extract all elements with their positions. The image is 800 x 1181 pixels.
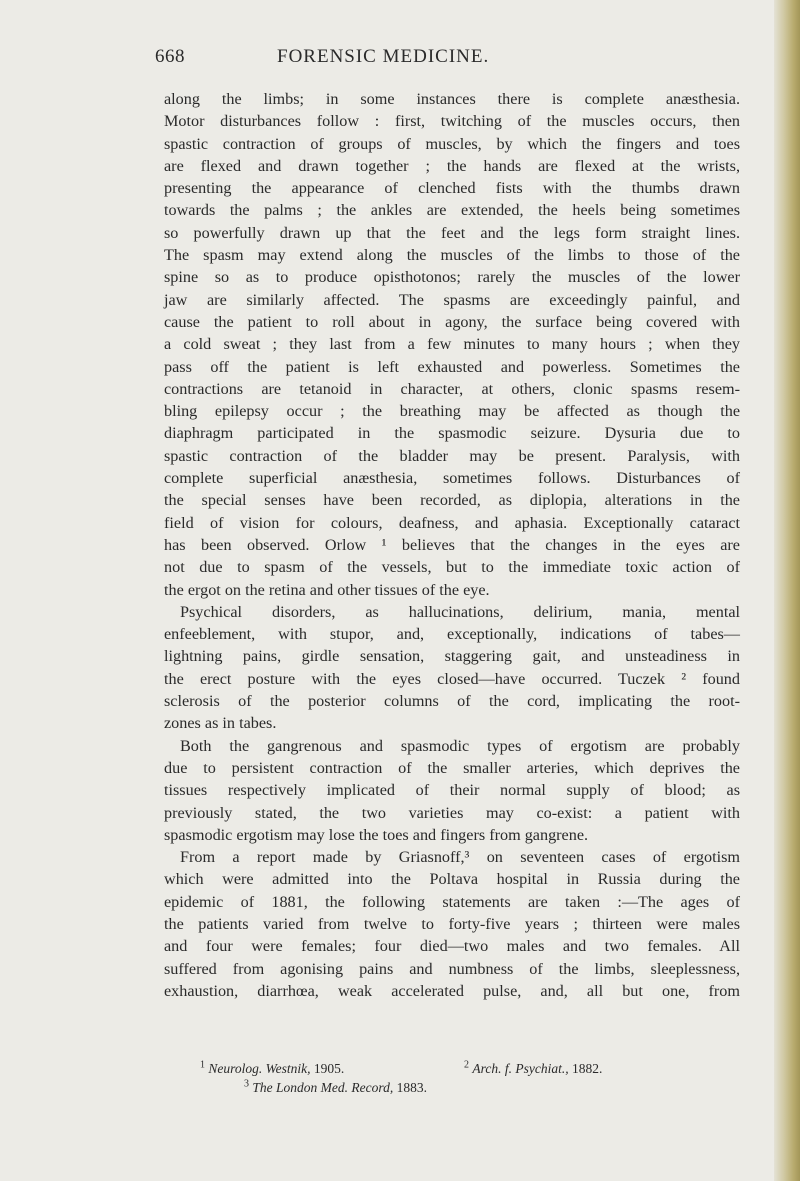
- text-line: Motor disturbances follow : first, twitching of the muscles occurs, then: [164, 112, 740, 131]
- text-line: spastic contraction of groups of muscles, by which the fingers and toes: [164, 134, 740, 153]
- text-line: spasmodic ergotism may lose the toes and fingers from gangrene.: [164, 825, 589, 844]
- footnote-source: Neurolog. Westnik,: [208, 1061, 311, 1076]
- text-line: presenting the appearance of clenched fists with the thumbs drawn: [164, 179, 740, 198]
- text-line: the erect posture with the eyes closed—have occurred. Tuczek ² found: [164, 669, 740, 688]
- text-line: are flexed and drawn together ; the hands are flexed at the wrists,: [164, 156, 740, 175]
- footnote-1: [200, 1059, 344, 1078]
- text-line: previously stated, the two varieties may co-exist: a patient with: [164, 803, 740, 822]
- text-line: the ergot on the retina and other tissues of the eye.: [164, 580, 490, 599]
- footnote-mark: 3: [244, 1078, 249, 1090]
- paragraph-1: [164, 88, 740, 601]
- text-line: suffered from agonising pains and numbness of the limbs, sleeplessness,: [164, 959, 740, 978]
- footnote-2: [464, 1059, 602, 1078]
- footnotes: [164, 1059, 740, 1097]
- text-line: spastic contraction of the bladder may be present. Paralysis, with: [164, 446, 740, 465]
- footnote-mark: 1: [200, 1059, 205, 1071]
- footnote-year: 1905.: [313, 1061, 345, 1076]
- text-line: exhaustion, diarrhœa, weak accelerated pulse, and, all but one, from: [164, 981, 740, 1000]
- text-line: pass off the patient is left exhausted and powerless. Sometimes the: [164, 357, 740, 376]
- running-header: [155, 46, 715, 70]
- paragraph-2: [164, 601, 740, 735]
- text-line: Psychical disorders, as hallucinations, delirium, mania, mental: [180, 602, 740, 621]
- text-line: a cold sweat ; they last from a few minutes to many hours ; when they: [164, 335, 740, 354]
- paragraph-3: [164, 735, 740, 846]
- text-line: sclerosis of the posterior columns of the cord, implicating the root-: [164, 692, 740, 711]
- text-line: contractions are tetanoid in character, at others, clonic spasms resem-: [164, 379, 740, 398]
- footnote-row: [164, 1059, 740, 1078]
- body-text: [164, 88, 740, 1002]
- footnote-3: [244, 1078, 427, 1097]
- footnote-year: 1882.: [571, 1061, 603, 1076]
- text-line: The spasm may extend along the muscles of the limbs to those of the: [164, 246, 740, 265]
- text-line: diaphragm participated in the spasmodic seizure. Dysuria due to: [164, 424, 740, 443]
- page-edge-shadow: [774, 0, 800, 1181]
- text-line: epidemic of 1881, the following statements are taken :—The ages of: [164, 892, 740, 911]
- running-title: FORENSIC MEDICINE.: [277, 46, 490, 67]
- text-line: From a report made by Griasnoff,³ on seventeen cases of ergotism: [180, 848, 740, 867]
- text-line: due to persistent contraction of the smaller arteries, which deprives the: [164, 758, 740, 777]
- text-line: spine so as to produce opisthotonos; rarely the muscles of the lower: [164, 268, 740, 287]
- text-line: complete superficial anæsthesia, sometimes follows. Disturbances of: [164, 469, 740, 488]
- paragraph-4: [164, 846, 740, 1002]
- text-line: along the limbs; in some instances there is complete anæsthesia.: [164, 90, 740, 108]
- text-line: jaw are similarly affected. The spasms are exceedingly painful, and: [164, 290, 740, 309]
- text-line: towards the palms ; the ankles are extended, the heels being sometimes: [164, 201, 740, 220]
- footnote-year: 1883.: [396, 1080, 427, 1095]
- text-line: enfeeblement, with stupor, and, exceptionally, indications of tabes—: [164, 625, 740, 644]
- text-line: bling epilepsy occur ; the breathing may be affected as though the: [164, 402, 740, 421]
- footnote-source: The London Med. Record,: [252, 1080, 394, 1095]
- text-line: tissues respectively implicated of their normal supply of blood; as: [164, 781, 740, 800]
- footnote-row: [164, 1078, 740, 1097]
- text-line: Both the gangrenous and spasmodic types of ergotism are probably: [180, 736, 740, 755]
- text-line: lightning pains, girdle sensation, staggering gait, and unsteadiness in: [164, 647, 740, 666]
- text-line: cause the patient to roll about in agony, the surface being covered with: [164, 312, 740, 331]
- text-line: field of vision for colours, deafness, and aphasia. Exceptionally cataract: [164, 513, 740, 532]
- text-line: has been observed. Orlow ¹ believes that the changes in the eyes are: [164, 535, 740, 554]
- text-line: and four were females; four died—two males and two females. All: [164, 937, 740, 956]
- text-line: so powerfully drawn up that the feet and the legs form straight lines.: [164, 223, 740, 242]
- footnote-mark: 2: [464, 1059, 469, 1071]
- text-line: which were admitted into the Poltava hospital in Russia during the: [164, 870, 740, 889]
- text-line: the special senses have been recorded, as diplopia, alterations in the: [164, 491, 740, 510]
- footnote-source: Arch. f. Psychiat.,: [472, 1061, 569, 1076]
- text-line: not due to spasm of the vessels, but to the immediate toxic action of: [164, 558, 740, 577]
- text-line: the patients varied from twelve to forty-five years ; thirteen were males: [164, 914, 740, 933]
- text-line: zones as in tabes.: [164, 714, 277, 733]
- page-number: 668: [155, 46, 185, 67]
